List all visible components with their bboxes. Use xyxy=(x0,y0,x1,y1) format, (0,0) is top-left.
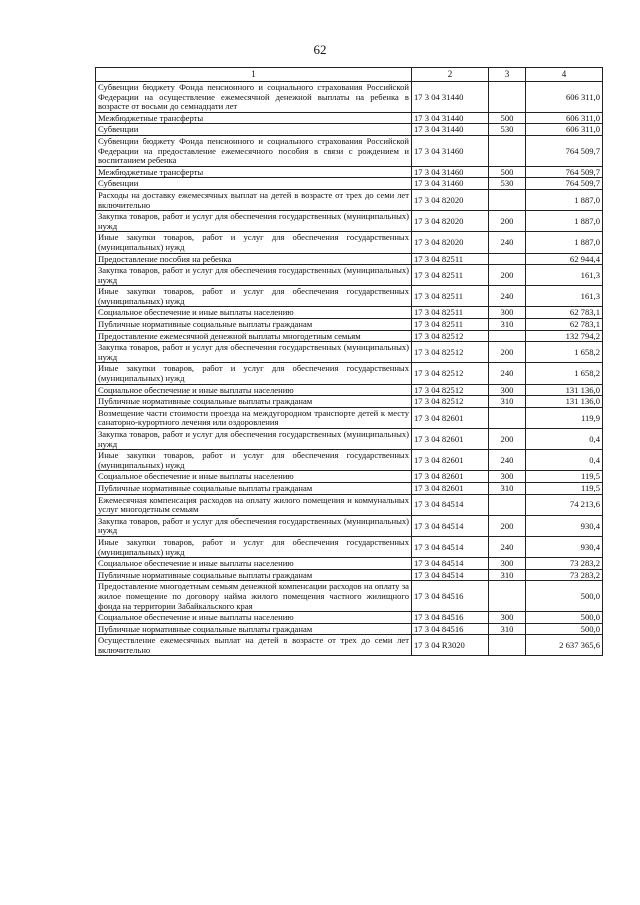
row-name: Иные закупки товаров, работ и услуг для обеспечения государственных (муниципальных) нужд xyxy=(96,450,412,471)
row-expense-type: 310 xyxy=(489,396,526,408)
row-amount: 1 658,2 xyxy=(526,363,603,384)
row-amount: 73 283,2 xyxy=(526,558,603,570)
row-amount: 764 509,7 xyxy=(526,166,603,178)
budget-table xyxy=(95,67,603,656)
row-expense-type xyxy=(489,135,526,166)
row-code: 17 3 04 82512 xyxy=(412,363,489,384)
row-expense-type: 530 xyxy=(489,124,526,136)
header-col-4: 4 xyxy=(526,68,603,82)
table-row xyxy=(96,494,603,515)
row-name: Социальное обеспечение и иные выплаты населению xyxy=(96,307,412,319)
table-row xyxy=(96,124,603,136)
row-name: Социальное обеспечение и иные выплаты населению xyxy=(96,471,412,483)
row-name: Ежемесячная компенсация расходов на оплату жилого помещения и коммунальных услуг многодетным семьям xyxy=(96,494,412,515)
row-code: 17 3 04 82601 xyxy=(412,482,489,494)
table-row xyxy=(96,612,603,624)
row-expense-type xyxy=(489,581,526,612)
row-amount: 500,0 xyxy=(526,612,603,624)
row-name: Возмещение части стоимости проезда на междугородном транспорте детей к месту санаторно-курортного лечения или оздоровления xyxy=(96,407,412,428)
row-amount: 62 783,1 xyxy=(526,319,603,331)
row-name: Субвенции бюджету Фонда пенсионного и социального страхования Российской Федерации на предоставление ежемесячного пособия в связи с рождением и воспитанием ребенка xyxy=(96,135,412,166)
table-row xyxy=(96,515,603,536)
row-amount: 606 311,0 xyxy=(526,82,603,113)
table-row xyxy=(96,623,603,635)
row-code: 17 3 04 31460 xyxy=(412,178,489,190)
table-row xyxy=(96,253,603,265)
table-row xyxy=(96,232,603,253)
row-code: 17 3 04 84514 xyxy=(412,515,489,536)
table-row xyxy=(96,330,603,342)
row-name: Предоставление пособия на ребенка xyxy=(96,253,412,265)
row-amount: 500,0 xyxy=(526,623,603,635)
row-expense-type: 300 xyxy=(489,384,526,396)
row-name: Осуществление ежемесячных выплат на детей в возрасте от трех до семи лет включительно xyxy=(96,635,412,656)
row-expense-type xyxy=(489,494,526,515)
row-amount: 1 658,2 xyxy=(526,342,603,363)
row-amount: 1 887,0 xyxy=(526,189,603,210)
table-header-row xyxy=(96,68,603,82)
table-row xyxy=(96,342,603,363)
row-amount: 606 311,0 xyxy=(526,124,603,136)
row-expense-type: 310 xyxy=(489,482,526,494)
row-amount: 161,3 xyxy=(526,286,603,307)
header-col-3: 3 xyxy=(489,68,526,82)
row-code: 17 3 04 84514 xyxy=(412,569,489,581)
row-name: Закупка товаров, работ и услуг для обеспечения государственных (муниципальных) нужд xyxy=(96,211,412,232)
row-name: Закупка товаров, работ и услуг для обеспечения государственных (муниципальных) нужд xyxy=(96,342,412,363)
row-expense-type: 310 xyxy=(489,569,526,581)
table-row xyxy=(96,319,603,331)
row-expense-type: 240 xyxy=(489,232,526,253)
row-expense-type xyxy=(489,82,526,113)
row-name: Субвенции бюджету Фонда пенсионного и социального страхования Российской Федерации на осуществление ежемесячной денежной выплаты на ребенка в возрасте от восьми до семнадцати лет xyxy=(96,82,412,113)
row-amount: 930,4 xyxy=(526,515,603,536)
row-name: Субвенции xyxy=(96,124,412,136)
row-name: Субвенции xyxy=(96,178,412,190)
table-row xyxy=(96,286,603,307)
row-amount: 62 944,4 xyxy=(526,253,603,265)
row-amount: 2 637 365,6 xyxy=(526,635,603,656)
table-row xyxy=(96,135,603,166)
row-code: 17 3 04 82511 xyxy=(412,286,489,307)
row-name: Закупка товаров, работ и услуг для обеспечения государственных (муниципальных) нужд xyxy=(96,429,412,450)
table-row xyxy=(96,581,603,612)
row-code: 17 3 04 31460 xyxy=(412,166,489,178)
row-expense-type: 240 xyxy=(489,363,526,384)
row-name: Предоставление ежемесячной денежной выплаты многодетным семьям xyxy=(96,330,412,342)
row-amount: 74 213,6 xyxy=(526,494,603,515)
row-expense-type: 300 xyxy=(489,307,526,319)
table-row xyxy=(96,384,603,396)
row-code: 17 3 04 82601 xyxy=(412,471,489,483)
table-row xyxy=(96,178,603,190)
page-number: 62 xyxy=(313,42,327,57)
row-code: 17 3 04 84514 xyxy=(412,536,489,557)
row-code: 17 3 04 84516 xyxy=(412,623,489,635)
row-amount: 131 136,0 xyxy=(526,384,603,396)
row-expense-type: 300 xyxy=(489,558,526,570)
row-amount: 161,3 xyxy=(526,265,603,286)
row-expense-type: 240 xyxy=(489,536,526,557)
table-row xyxy=(96,112,603,124)
row-expense-type xyxy=(489,407,526,428)
row-name: Публичные нормативные социальные выплаты гражданам xyxy=(96,396,412,408)
row-code: 17 3 04 82512 xyxy=(412,330,489,342)
row-amount: 119,5 xyxy=(526,471,603,483)
row-amount: 131 136,0 xyxy=(526,396,603,408)
row-name: Иные закупки товаров, работ и услуг для обеспечения государственных (муниципальных) нужд xyxy=(96,536,412,557)
row-amount: 132 794,2 xyxy=(526,330,603,342)
row-name: Социальное обеспечение и иные выплаты населению xyxy=(96,612,412,624)
row-code: 17 3 04 82020 xyxy=(412,211,489,232)
row-code: 17 3 04 82511 xyxy=(412,319,489,331)
row-name: Социальное обеспечение и иные выплаты населению xyxy=(96,558,412,570)
table-row xyxy=(96,450,603,471)
row-code: 17 3 04 82512 xyxy=(412,342,489,363)
row-name: Межбюджетные трансферты xyxy=(96,166,412,178)
row-code: 17 3 04 84516 xyxy=(412,612,489,624)
table-row xyxy=(96,307,603,319)
header-col-2: 2 xyxy=(412,68,489,82)
row-code: 17 3 04 82601 xyxy=(412,450,489,471)
row-code: 17 3 04 82512 xyxy=(412,384,489,396)
row-amount: 1 887,0 xyxy=(526,232,603,253)
row-expense-type: 500 xyxy=(489,112,526,124)
table-row xyxy=(96,396,603,408)
table-row xyxy=(96,471,603,483)
row-amount: 62 783,1 xyxy=(526,307,603,319)
table-row xyxy=(96,429,603,450)
table-row xyxy=(96,363,603,384)
row-code: 17 3 04 84514 xyxy=(412,494,489,515)
row-name: Закупка товаров, работ и услуг для обеспечения государственных (муниципальных) нужд xyxy=(96,515,412,536)
header-col-1: 1 xyxy=(96,68,412,82)
row-name: Иные закупки товаров, работ и услуг для обеспечения государственных (муниципальных) нужд xyxy=(96,286,412,307)
row-code: 17 3 04 31440 xyxy=(412,82,489,113)
row-code: 17 3 04 31440 xyxy=(412,124,489,136)
row-name: Публичные нормативные социальные выплаты гражданам xyxy=(96,319,412,331)
row-code: 17 3 04 82511 xyxy=(412,307,489,319)
table-row xyxy=(96,211,603,232)
row-amount: 0,4 xyxy=(526,450,603,471)
row-name: Закупка товаров, работ и услуг для обеспечения государственных (муниципальных) нужд xyxy=(96,265,412,286)
row-name: Иные закупки товаров, работ и услуг для обеспечения государственных (муниципальных) нужд xyxy=(96,232,412,253)
row-expense-type: 300 xyxy=(489,471,526,483)
table-row xyxy=(96,569,603,581)
row-name: Межбюджетные трансферты xyxy=(96,112,412,124)
row-code: 17 3 04 82601 xyxy=(412,407,489,428)
row-name: Расходы на доставку ежемесячных выплат на детей в возрасте от трех до семи лет включительно xyxy=(96,189,412,210)
row-amount: 119,5 xyxy=(526,482,603,494)
table-row xyxy=(96,536,603,557)
row-amount: 500,0 xyxy=(526,581,603,612)
row-code: 17 3 04 82512 xyxy=(412,396,489,408)
row-expense-type: 200 xyxy=(489,265,526,286)
row-name: Иные закупки товаров, работ и услуг для обеспечения государственных (муниципальных) нужд xyxy=(96,363,412,384)
row-expense-type: 300 xyxy=(489,612,526,624)
row-expense-type xyxy=(489,330,526,342)
table-row xyxy=(96,265,603,286)
table-row xyxy=(96,189,603,210)
row-expense-type xyxy=(489,189,526,210)
row-expense-type xyxy=(489,635,526,656)
table-row xyxy=(96,407,603,428)
row-amount: 930,4 xyxy=(526,536,603,557)
row-name: Предоставление многодетным семьям денежной компенсации расходов на оплату за жилое помещение по договору найма жилого помещения частного жилищного фонда на территории Забайкальского края xyxy=(96,581,412,612)
row-name: Социальное обеспечение и иные выплаты населению xyxy=(96,384,412,396)
row-amount: 119,9 xyxy=(526,407,603,428)
row-expense-type: 200 xyxy=(489,211,526,232)
row-expense-type: 240 xyxy=(489,286,526,307)
row-expense-type xyxy=(489,253,526,265)
row-name: Публичные нормативные социальные выплаты гражданам xyxy=(96,569,412,581)
row-code: 17 3 04 31440 xyxy=(412,112,489,124)
row-code: 17 3 04 R3020 xyxy=(412,635,489,656)
table-row xyxy=(96,166,603,178)
row-expense-type: 310 xyxy=(489,319,526,331)
table-row xyxy=(96,635,603,656)
row-code: 17 3 04 82020 xyxy=(412,232,489,253)
row-expense-type: 200 xyxy=(489,429,526,450)
row-amount: 73 283,2 xyxy=(526,569,603,581)
row-amount: 606 311,0 xyxy=(526,112,603,124)
table-row xyxy=(96,82,603,113)
row-code: 17 3 04 82601 xyxy=(412,429,489,450)
row-name: Публичные нормативные социальные выплаты гражданам xyxy=(96,482,412,494)
row-name: Публичные нормативные социальные выплаты гражданам xyxy=(96,623,412,635)
row-expense-type: 500 xyxy=(489,166,526,178)
row-amount: 764 509,7 xyxy=(526,135,603,166)
row-code: 17 3 04 84514 xyxy=(412,558,489,570)
row-expense-type: 240 xyxy=(489,450,526,471)
row-code: 17 3 04 82511 xyxy=(412,265,489,286)
row-code: 17 3 04 82020 xyxy=(412,189,489,210)
table-row xyxy=(96,482,603,494)
row-amount: 0,4 xyxy=(526,429,603,450)
row-code: 17 3 04 84516 xyxy=(412,581,489,612)
row-expense-type: 530 xyxy=(489,178,526,190)
row-expense-type: 200 xyxy=(489,342,526,363)
row-expense-type: 200 xyxy=(489,515,526,536)
row-amount: 1 887,0 xyxy=(526,211,603,232)
row-amount: 764 509,7 xyxy=(526,178,603,190)
row-code: 17 3 04 82511 xyxy=(412,253,489,265)
row-expense-type: 310 xyxy=(489,623,526,635)
table-row xyxy=(96,558,603,570)
row-code: 17 3 04 31460 xyxy=(412,135,489,166)
